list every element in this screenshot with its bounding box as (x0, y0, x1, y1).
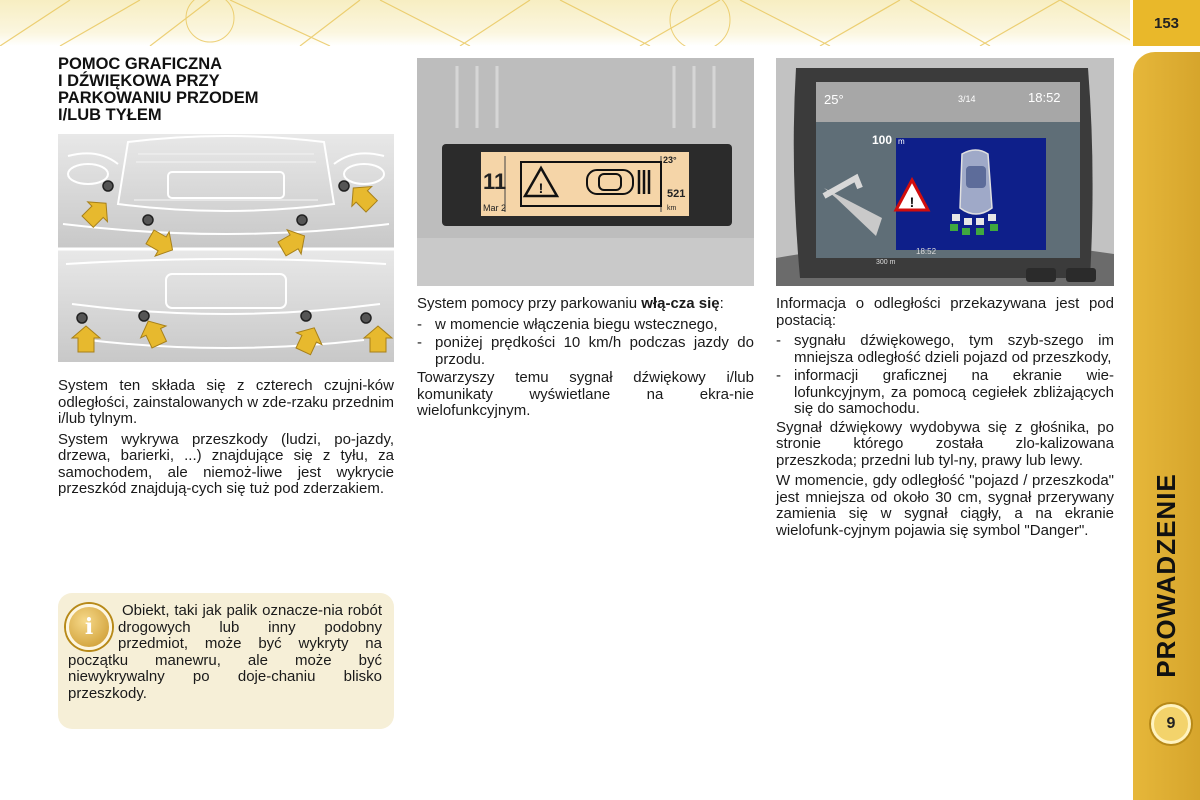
info-note-text (68, 603, 382, 702)
nav-track: 3/14 (958, 94, 976, 104)
multifunction-display-illustration (417, 58, 754, 286)
display-temp: 23° (663, 155, 677, 165)
page-number: 153 (1133, 0, 1200, 46)
heading-line: I/LUB TYŁEM (58, 106, 162, 124)
column-3-text (776, 296, 1114, 543)
navigation-screen-illustration (776, 58, 1114, 286)
heading-line: I DŹWIĘKOWA PRZY (58, 72, 220, 90)
svg-text:!: ! (909, 194, 915, 210)
note-text: Obiekt, taki jak palik oznacze-nia robót drogowych lub inny podobny przedmiot, może być wykryty na początku manewru, ale może być niewykrywalny po doje-chaniu blisko przeszkody. (68, 602, 382, 702)
intro-paragraph: Informacja o odległości przekazywana jest pod postacią: (776, 295, 1114, 329)
top-decorative-band (0, 0, 1130, 46)
heading-line: POMOC GRAFICZNA (58, 55, 223, 73)
display-hour: 11 (483, 169, 507, 194)
list-item: - informacji graficznej na ekranie wie-lofunkcyjnym, za pomocą cegiełek zbliżających się do samochodu. (776, 367, 1114, 417)
paragraph: System ten składa się z czterech czujni-ków odległości, zainstalowanych w zde-rzaku przednim i/lub tylnym. (58, 377, 394, 427)
heading-line: PARKOWANIU PRZODEM (58, 89, 259, 107)
chapter-title: PROWADZENIE (1150, 472, 1181, 678)
display-km-unit: km (667, 205, 677, 212)
section-heading (58, 56, 388, 124)
nav-clock: 18:52 (1028, 90, 1061, 105)
bumper-sensors-illustration (58, 134, 394, 362)
chapter-number-badge: 9 (1151, 704, 1191, 744)
column-1-text (58, 378, 394, 502)
paragraph: W momencie, gdy odległość "pojazd / przeszkoda" jest mniejsza od około 30 cm, sygnał przerywany zamienia się w sygnał ciągły, a na ekranie wielofunk-cyjnym pojawia się symbol "Danger". (776, 472, 1114, 539)
nav-temp: 25° (824, 92, 844, 107)
display-km-value: 521 (667, 188, 686, 200)
list-item: - w momencie włączenia biegu wstecznego, (417, 315, 718, 333)
paragraph: Towarzyszy temu sygnał dźwiękowy i/lub komunikaty wyświetlane na ekra-nie wielofunkcyjnym. (417, 369, 754, 419)
intro-paragraph: System pomocy przy parkowaniu włą-cza się: (417, 295, 724, 312)
nav-distance: 100 (872, 133, 893, 147)
paragraph: System wykrywa przeszkody (ludzi, po-jazdy, drzewa, barierki, ...) znajdujące się z tyłu, za samochodem, ale niemoż-liwe jest wykrycie przeszkód znajdują-cych się tuż pod zderzakiem. (58, 430, 394, 497)
nav-bottom-clock: 18:52 (916, 247, 937, 256)
display-date: Mar 2 (483, 203, 507, 213)
info-icon: i (66, 604, 112, 650)
list-item: - sygnału dźwiękowego, tym szyb-szego im mniejsza odległość dzieli pojazd od przeszkody, (776, 332, 1114, 366)
paragraph: Sygnał dźwiękowy wydobywa się z głośnika, po stronie którego została zlo-kalizowana przeszkoda; przedni lub tyl-ny, prawy lub lewy. (776, 418, 1114, 469)
column-2-text (417, 296, 754, 424)
list-item: - poniżej prędkości 10 km/h podczas jazdy do przodu. (417, 334, 754, 368)
svg-text:!: ! (538, 180, 544, 196)
nav-bottom-distance: 300 m (876, 259, 896, 266)
decorative-lines (0, 0, 1130, 46)
nav-distance-unit: m (898, 137, 905, 146)
